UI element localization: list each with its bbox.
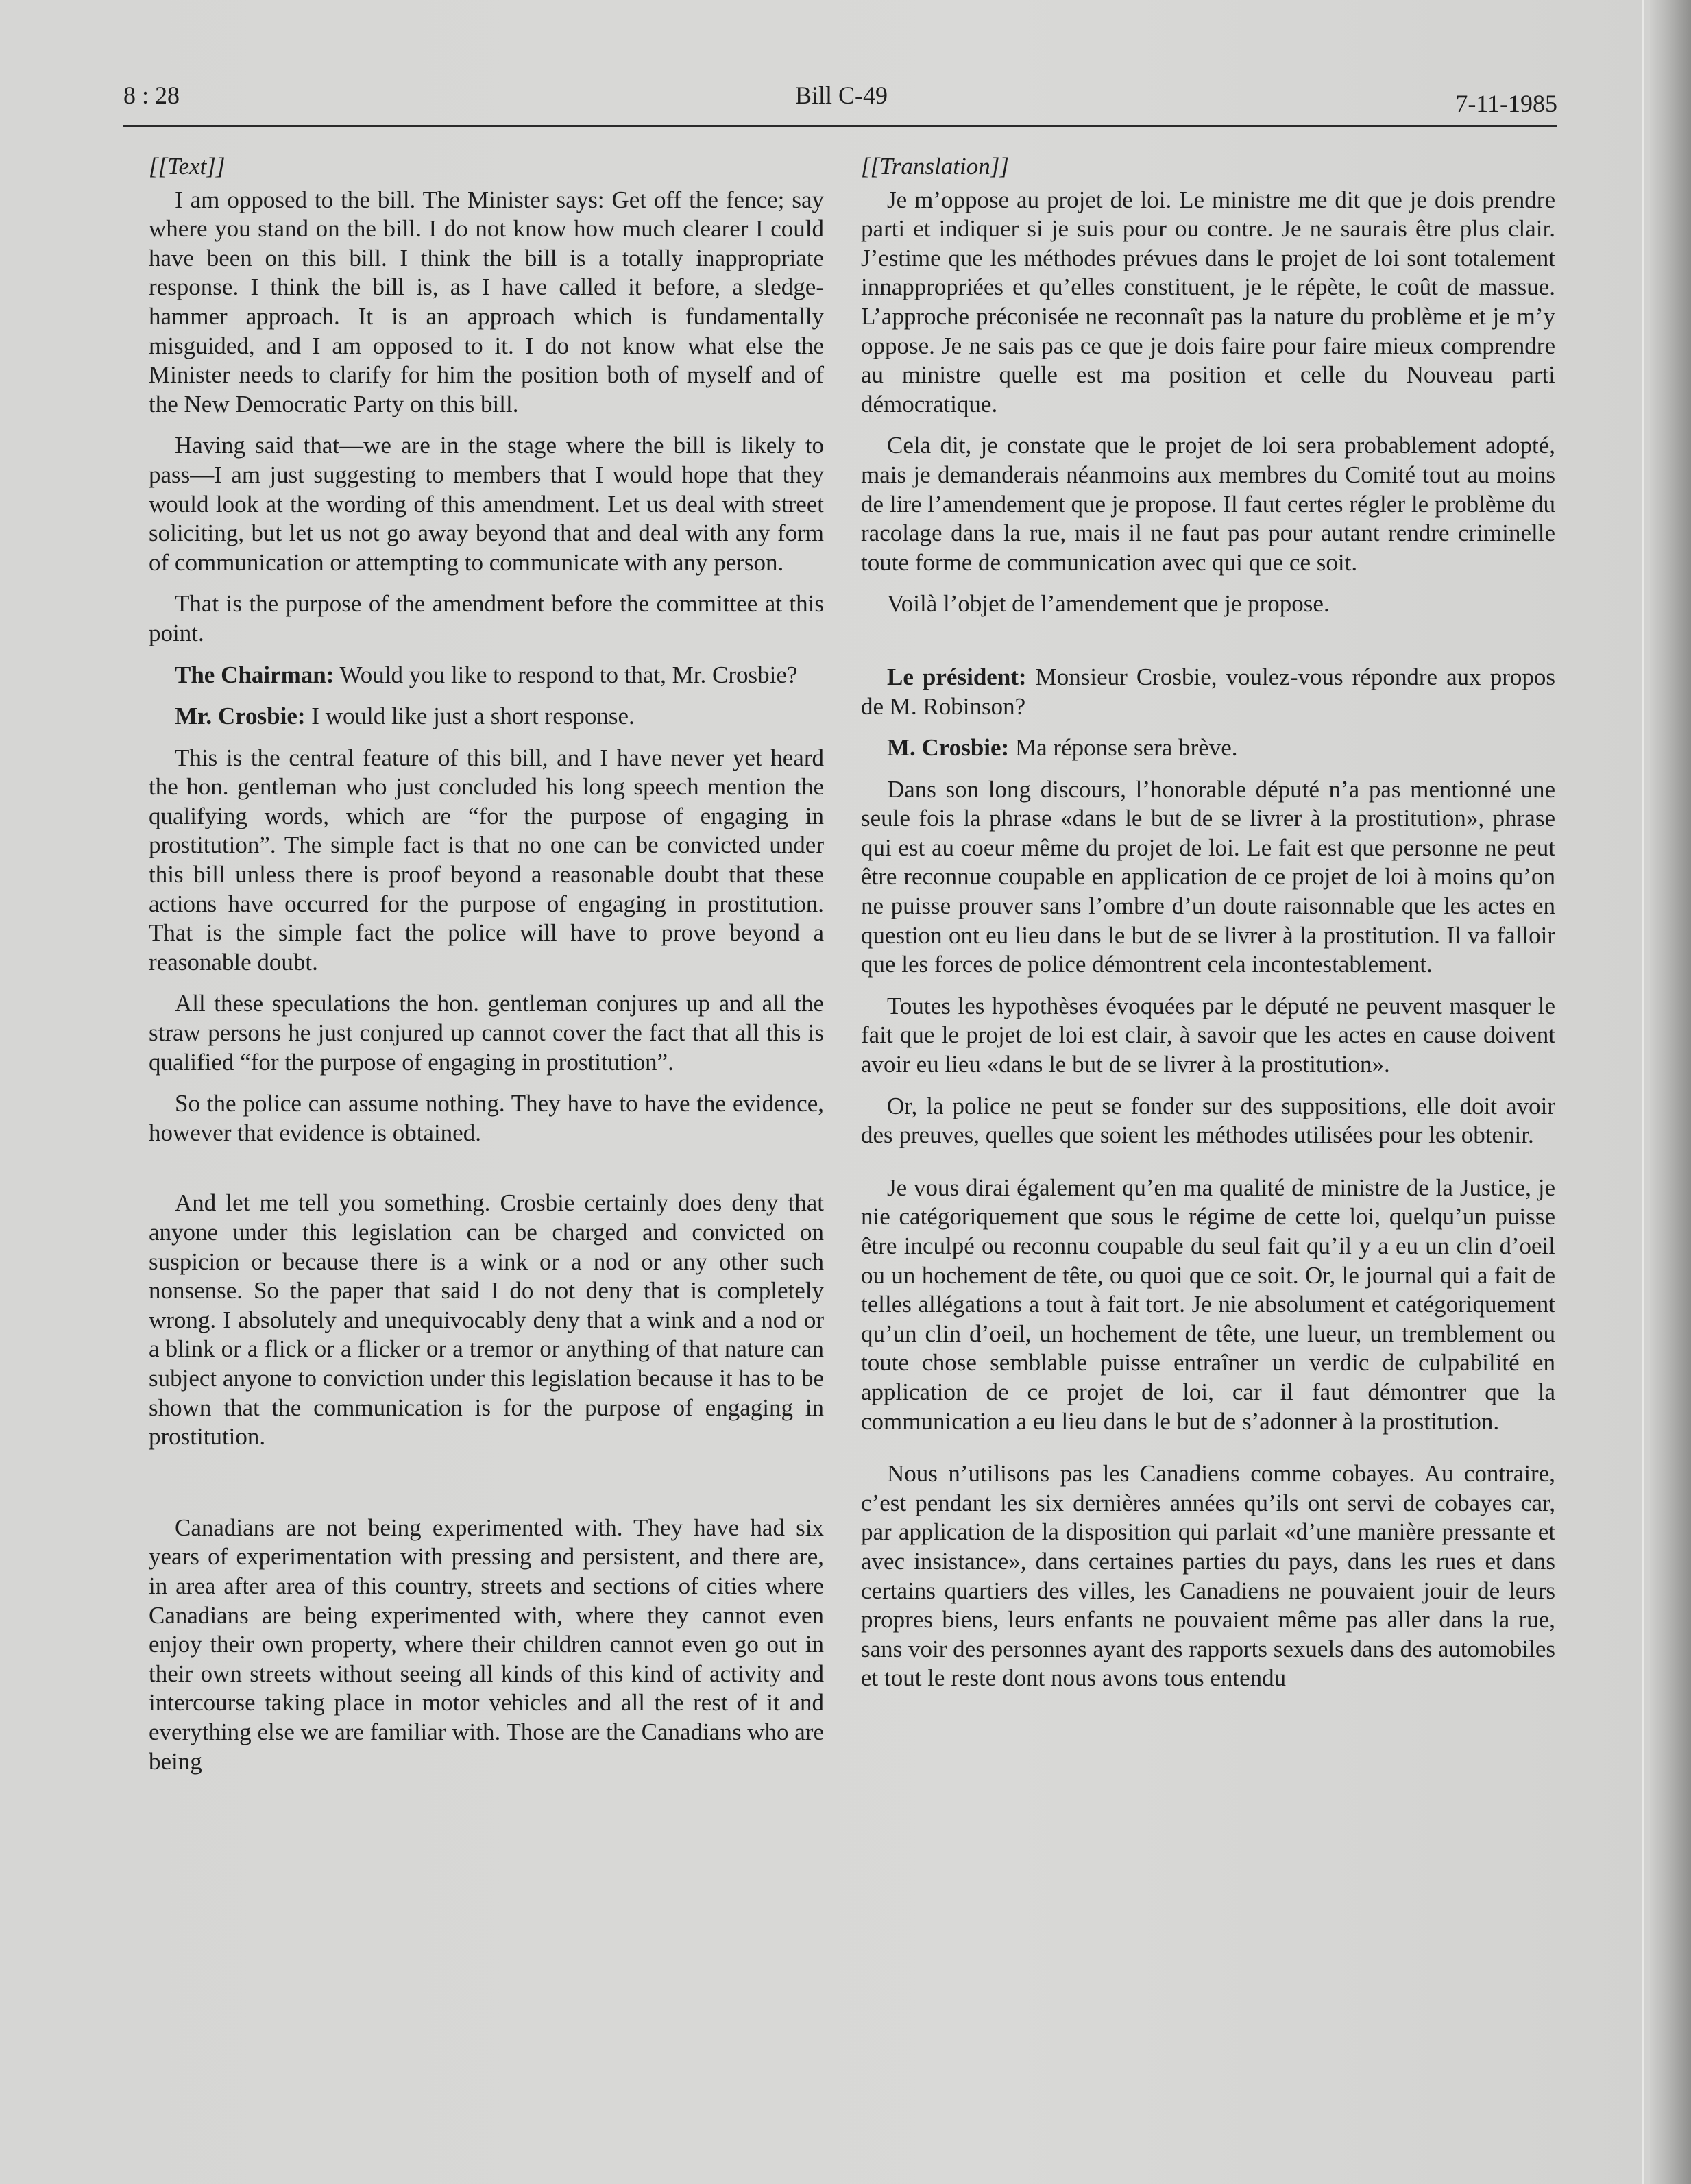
paragraph: Canadians are not being experimented with. They have had six years of experimentation with pressing and persistent, and there are, in area after area of this country, streets and sections of cities where Canadians are being experimented with, where they cannot even enjoy their own property, where their children cannot even go out in their own streets without seeing all kinds of this kind of activity and intercourse taking place in motor vehicles and all the rest of it and everything else we are familiar with. Those are the Canadians who are being — [149, 1514, 824, 1775]
translation-label-word: [Translation] — [870, 153, 1000, 180]
paragraph: Cela dit, je constate que le projet de loi sera probablement adopté, mais je demanderais néanmoins aux membres du Comité tout au moins de lire l’amendement que je propose. Il faut certes régler le problème du racolage dans la rue, mais il ne faut pas pour autant rendre criminelle toute forme de communication avec qui que ce soit. — [861, 432, 1555, 576]
document-title: Bill C-49 — [795, 82, 888, 109]
paragraph: Nous n’utilisons pas les Canadiens comme cobayes. Au contraire, c’est pendant les six dernières années qu’ils ont servi de cobayes car, par application de la disposition qui parlait «d’une manière pressante et avec insistance», dans certaines parties du pays, dans les rues et dans certains quartiers des villes, les Canadiens ne pouvaient jouir de leurs propres biens, leurs enfants ne pouvaient même pas aller dans la rue, sans voir des personnes ayant des rapports sexuels dans des automobiles et tout le reste dont nous avons tous entendu — [861, 1460, 1555, 1692]
paragraph: Toutes les hypothèses évoquées par le député ne peuvent masquer le fait que le projet de loi est clair, à savoir que les actes en cause doivent avoir eu lieu «dans le but de se livrer à la prostitution». — [861, 992, 1555, 1078]
paragraph: This is the central feature of this bill, and I have never yet heard the hon. gentleman who just concluded his long speech mention the qualifying words, which are “for the purpose of engaging in prostitution”. The simple fact is that no one can be convicted under this bill unless there is proof beyond a reasonable doubt that these actions have occurred for the purpose of engaging in prostitution. That is the simple fact the police will have to prove beyond a reasonable doubt. — [149, 744, 824, 975]
paragraph: That is the purpose of the amendment before the committee at this point. — [149, 590, 824, 646]
speaker-name: Le président: — [887, 663, 1027, 690]
header-rule — [123, 125, 1557, 127]
paragraph: All these speculations the hon. gentleman conjures up and all the straw persons he just conjured up cannot cover the fact that all this is qualified “for the purpose of engaging in prostitution”. — [149, 990, 824, 1076]
paragraph: Je m’oppose au projet de loi. Le ministre me dit que je dois prendre parti et indiquer si je suis pour ou contre. Je ne saurais être plus clair. J’estime que les méthodes prévues dans le projet de loi sont totalement innappropriées et qu’elles constituent, je le répète, le coût de massue. L’approche préconisée ne reconnaît pas la nature du problème et je m’y oppose. Je ne sais pas ce que je dois faire pour faire mieux comprendre au ministre quelle est ma position et celle du Nouveau parti démocratique. — [861, 186, 1555, 417]
paragraph: I am opposed to the bill. The Minister says: Get off the fence; say where you stand on the bill. I do not know how much clearer I could have been on this bill. I think the bill is a totally inappropriate response. I think the bill is, as I have called it before, a sledge-hammer approach. It is an approach which is fundamentally misguided, and I am opposed to it. I do not know what else the Minister needs to clarify for him the position both of myself and of the New Democratic Party on this bill. — [149, 186, 824, 417]
speaker-name: M. Crosbie: — [887, 734, 1010, 762]
text-label-word: [Text] — [158, 153, 216, 180]
page-shadow-edge — [1650, 0, 1691, 2184]
speech-text: Ma réponse sera brève. — [1009, 734, 1238, 762]
speaker-paragraph — [149, 702, 824, 731]
page-number: 8 : 28 — [123, 82, 180, 109]
paragraph: Having said that—we are in the stage where the bill is likely to pass—I am just suggesting to members that I would hope that they would look at the wording of this amendment. Let us deal with street soliciting, but let us not go away beyond that and deal with any form of communication or attempting to communicate with any person. — [149, 432, 824, 576]
page-header — [123, 81, 1557, 122]
speaker-paragraph — [861, 733, 1555, 763]
translation-label: [[Translation]] — [861, 153, 1009, 180]
text-label: [[Text]] — [149, 153, 226, 180]
speaker-name: Mr. Crosbie: — [175, 703, 306, 730]
paragraph: Je vous dirai également qu’en ma qualité de ministre de la Justice, je nie catégoriquement que sous le régime de cette loi, quelqu’un puisse être inculpé ou reconnu coupable du seul fait qu’il y a eu un clin d’oeil ou un hochement de tête, ou quoi que ce soit. Or, le journal qui a fait de telles allégations a tout à fait tort. Je nie absolument et catégoriquement qu’un clin d’oeil, un hochement de tête, une lueur, un tremblement ou toute chose semblable puisse entraîner un verdic de culpabilité en application de ce projet de loi, car il faut démontrer que la communication a eu lieu dans le but de s’adonner à la prostitution. — [861, 1174, 1555, 1435]
speaker-name: The Chairman: — [175, 661, 334, 688]
speech-text: I would like just a short response. — [305, 703, 635, 730]
document-date: 7-11-1985 — [1455, 90, 1557, 117]
paragraph: Dans son long discours, l’honorable député n’a pas mentionné une seule fois la phrase «dans le but de se livrer à la prostitution», phrase qui est au coeur même du projet de loi. Le fait est que personne ne peut être reconnue coupable en application de ce projet de loi à moins qu’on ne puisse prouver sans l’ombre d’un doute raisonnable que les actes en question ont eu lieu dans le but de se livrer à la prostitution. Il va falloir que les forces de police démontrent cela incontestablement. — [861, 775, 1555, 978]
speaker-paragraph — [861, 663, 1555, 721]
english-column — [149, 152, 824, 1776]
french-column — [861, 152, 1555, 1693]
paragraph: Voilà l’objet de l’amendement que je propose. — [887, 590, 1330, 618]
paragraph: And let me tell you something. Crosbie certainly does deny that anyone under this legislation can be charged and convicted on suspicion or because there is a wink or a nod or any other such nonsense. So the paper that said I do not deny that is completely wrong. I absolutely and unequivocably deny that a wink and a nod or a blink or a flick or a flicker or a tremor or anything of that nature can subject anyone to conviction under this legislation because it has to be shown that the communication is for the purpose of engaging in prostitution. — [149, 1189, 824, 1451]
paragraph: So the police can assume nothing. They have to have the evidence, however that evidence is obtained. — [149, 1090, 824, 1146]
speaker-paragraph — [149, 661, 824, 690]
speech-text: Would you like to respond to that, Mr. Crosbie? — [334, 661, 798, 688]
speech-text: Monsieur Crosbie, voulez-vous répondre aux propos de M. Robinson? — [861, 663, 1555, 720]
paragraph: Or, la police ne peut se fonder sur des suppositions, elle doit avoir des preuves, quelles que soient les méthodes utilisées pour les obtenir. — [861, 1092, 1555, 1149]
page-edge-highlight — [1642, 0, 1644, 2184]
